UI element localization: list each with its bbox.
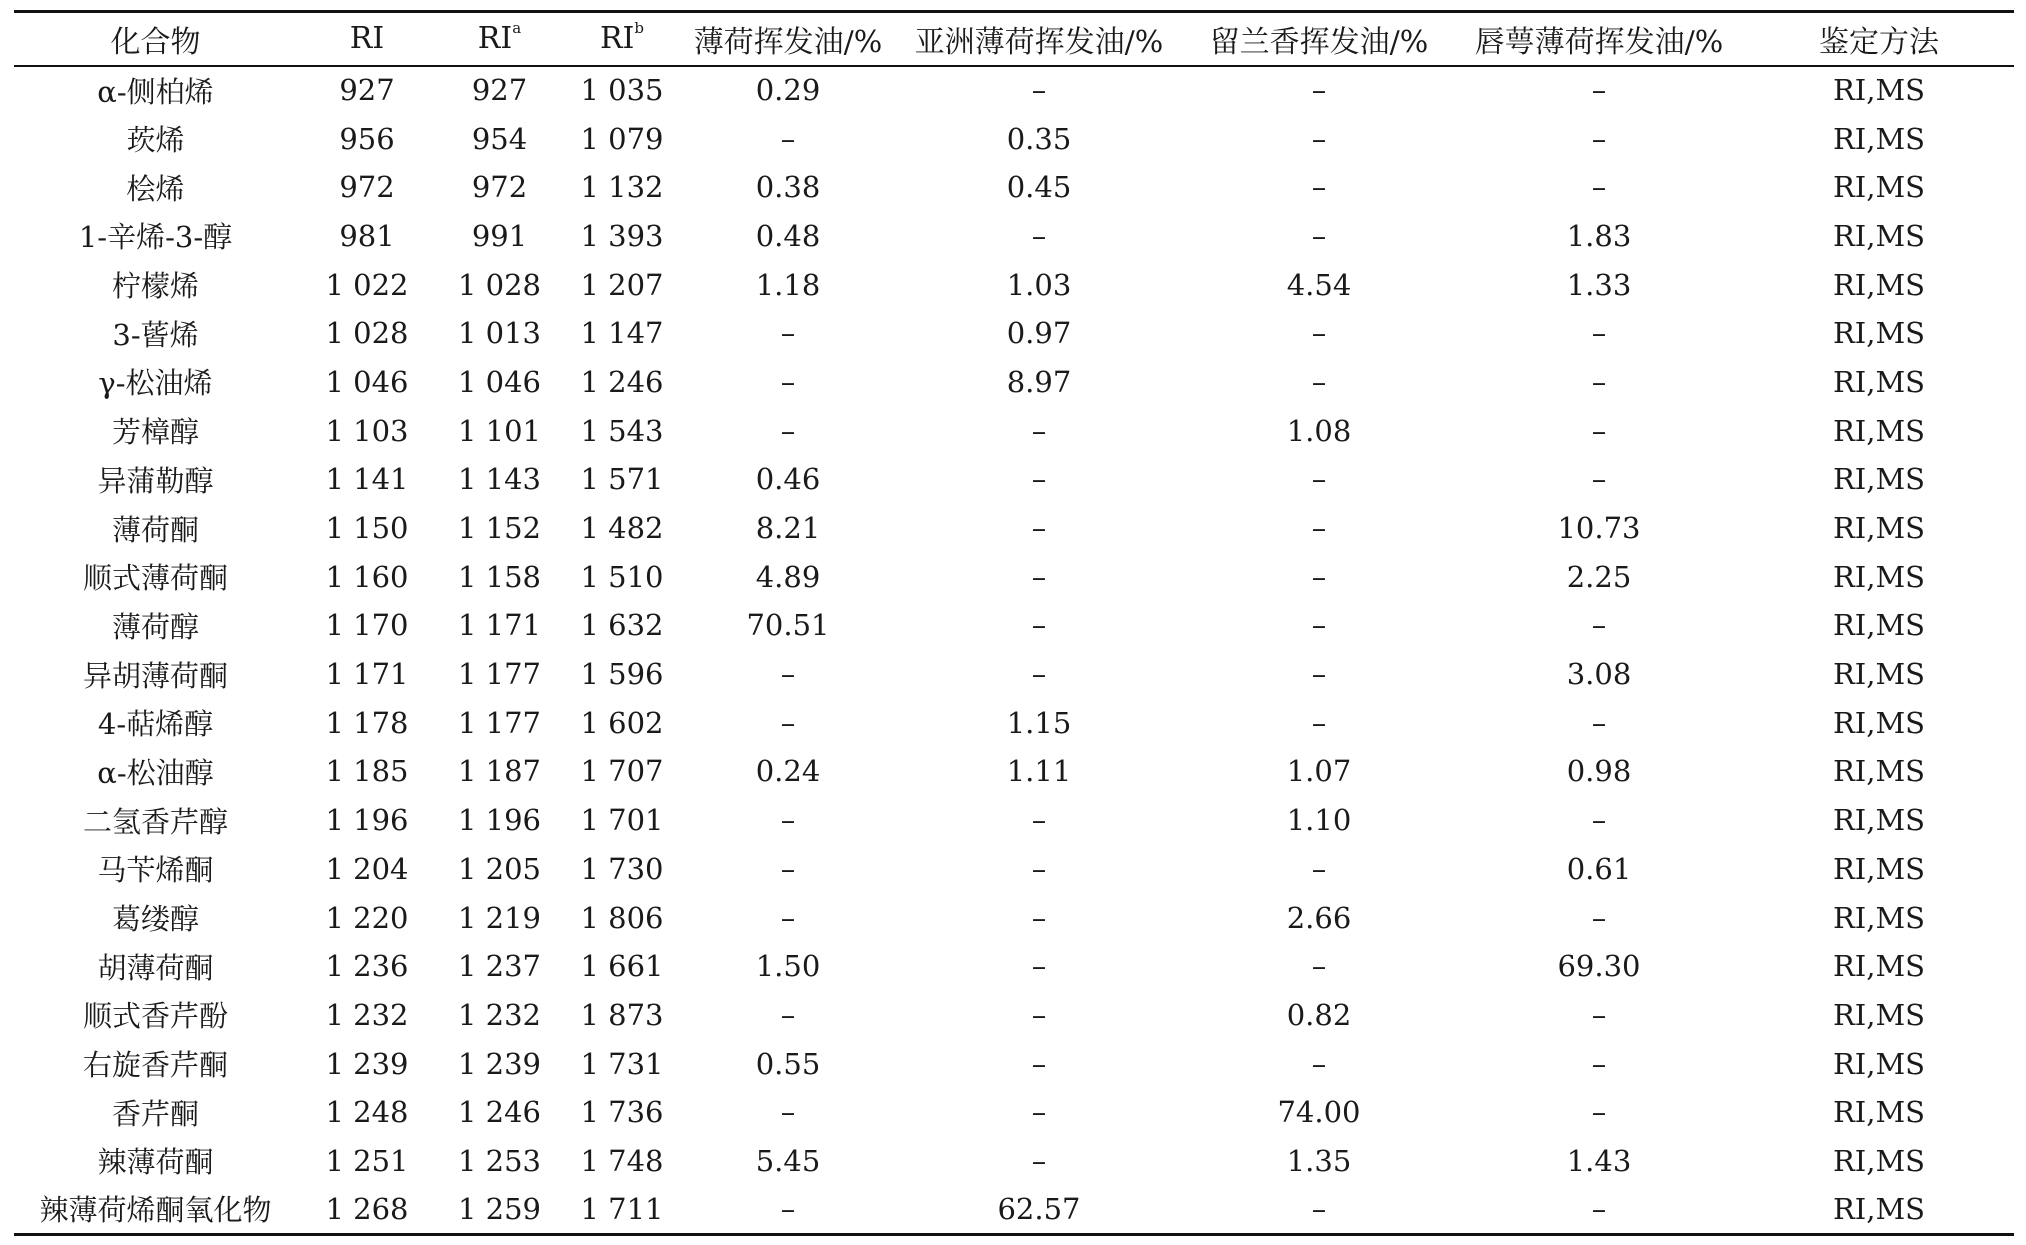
spearmint-cell: – <box>1311 608 1327 643</box>
ri-b-cell: 1 543 <box>580 413 664 448</box>
header-identification-method: 鉴定方法 <box>1744 12 2014 66</box>
asian-mint-cell: – <box>1031 462 1047 497</box>
pennyroyal-cell: – <box>1591 121 1607 156</box>
ri-a-cell: 1 013 <box>457 316 542 351</box>
compound-cell: 辣薄荷酮 <box>97 1145 214 1180</box>
method-cell: RI,MS <box>1832 900 1926 935</box>
table-row <box>14 1088 2014 1137</box>
method-cell: RI,MS <box>1832 754 1926 789</box>
table-row <box>14 212 2014 261</box>
pennyroyal-cell: – <box>1591 413 1607 448</box>
ri-b-cell: 1 510 <box>580 559 664 594</box>
method-cell: RI,MS <box>1832 559 1926 594</box>
peppermint-cell: 0.38 <box>755 170 821 205</box>
method-cell: RI,MS <box>1832 462 1926 497</box>
asian-mint-cell: – <box>1031 1143 1047 1178</box>
method-cell: RI,MS <box>1744 1185 2014 1234</box>
compound-cell: 辣薄荷烯酮氧化物 <box>14 1185 297 1234</box>
method-cell: RI,MS <box>1832 1095 1926 1130</box>
spearmint-cell: 1.08 <box>1286 413 1352 448</box>
pennyroyal-cell: – <box>1591 462 1607 497</box>
table-row <box>14 991 2014 1040</box>
ri-b-cell: 1 701 <box>580 803 664 838</box>
spearmint-cell: 0.82 <box>1286 997 1352 1032</box>
peppermint-cell: – <box>780 705 796 740</box>
ri-b-cell: 1 632 <box>580 608 664 643</box>
spearmint-cell: – <box>1311 218 1327 253</box>
pennyroyal-cell: 69.30 <box>1557 949 1641 984</box>
asian-mint-cell: 62.57 <box>894 1185 1184 1234</box>
ri-b-cell: 1 482 <box>580 511 664 546</box>
peppermint-cell: 5.45 <box>755 1143 821 1178</box>
ri-a-cell: 1 187 <box>457 754 542 789</box>
table-row <box>14 66 2014 115</box>
compound-cell: 顺式香芹酚 <box>82 999 228 1034</box>
ri-cell: 1 150 <box>325 511 409 546</box>
table-row <box>14 552 2014 601</box>
ri-b-cell: 1 207 <box>580 267 664 302</box>
pennyroyal-cell: – <box>1591 900 1607 935</box>
header-row <box>14 12 2014 66</box>
table-row <box>14 163 2014 212</box>
pennyroyal-cell: – <box>1591 1095 1607 1130</box>
peppermint-cell: 1.50 <box>755 949 821 984</box>
compound-cell: 莰烯 <box>126 123 185 158</box>
header-ri-b: $RI^b$ <box>562 12 682 66</box>
ri-a-cell: 927 <box>471 73 528 108</box>
method-cell: RI,MS <box>1832 218 1926 253</box>
table-row <box>14 650 2014 699</box>
spearmint-cell: 74.00 <box>1277 1095 1361 1130</box>
ri-cell: 1 185 <box>325 754 409 789</box>
ri-cell: 1 178 <box>325 705 409 740</box>
pennyroyal-cell: – <box>1454 1185 1744 1234</box>
ri-b-cell: 1 246 <box>580 364 664 399</box>
asian-mint-cell: – <box>1031 608 1047 643</box>
peppermint-cell: – <box>780 413 796 448</box>
ri-cell: 1 239 <box>325 1046 409 1081</box>
peppermint-cell: – <box>780 364 796 399</box>
spearmint-cell: – <box>1311 1046 1327 1081</box>
ri-a-cell: 1 177 <box>457 705 542 740</box>
asian-mint-cell: 8.97 <box>1006 364 1072 399</box>
pennyroyal-cell: 1.43 <box>1566 1143 1632 1178</box>
data-table-container <box>14 10 2014 1236</box>
ri-cell: 1 251 <box>325 1143 409 1178</box>
peppermint-cell: 0.55 <box>755 1046 821 1081</box>
peppermint-cell: 0.24 <box>755 754 821 789</box>
asian-mint-cell: 0.35 <box>1006 121 1072 156</box>
ri-cell: 981 <box>339 218 395 253</box>
peppermint-cell: – <box>780 316 796 351</box>
method-cell: RI,MS <box>1832 997 1926 1032</box>
pennyroyal-cell: – <box>1591 73 1607 108</box>
compound-cell: 二氢香芹醇 <box>82 804 228 839</box>
compound-cell: 3-蒈烯 <box>112 317 199 352</box>
ri-a-cell: 1 259 <box>437 1185 562 1234</box>
header-pennyroyal-oil: 唇萼薄荷挥发油/% <box>1454 12 1744 66</box>
ri-a-cell: 1 046 <box>457 364 542 399</box>
spearmint-cell: 2.66 <box>1286 900 1352 935</box>
compound-cell: 异蒲勒醇 <box>97 463 214 498</box>
ri-b-cell: 1 571 <box>580 462 664 497</box>
ri-a-cell: 1 205 <box>457 851 542 886</box>
method-cell: RI,MS <box>1832 608 1926 643</box>
spearmint-cell: – <box>1311 462 1327 497</box>
spearmint-cell: – <box>1184 1185 1454 1234</box>
method-cell: RI,MS <box>1832 170 1926 205</box>
table-row <box>14 845 2014 894</box>
spearmint-cell: – <box>1311 121 1327 156</box>
ri-a-cell: 1 101 <box>457 413 542 448</box>
asian-mint-cell: – <box>1031 73 1047 108</box>
table-row <box>14 747 2014 796</box>
method-cell: RI,MS <box>1832 316 1926 351</box>
compound-cell: 4-萜烯醇 <box>97 707 214 742</box>
ri-a-cell: 972 <box>471 170 528 205</box>
ri-a-cell: 1 253 <box>457 1143 542 1178</box>
compound-cell: γ-松油烯 <box>98 366 213 401</box>
asian-mint-cell: 1.11 <box>1006 754 1072 789</box>
ri-b-cell: 1 602 <box>580 705 664 740</box>
peppermint-cell: 1.18 <box>755 267 821 302</box>
pennyroyal-cell: – <box>1591 1046 1607 1081</box>
table-row <box>14 114 2014 163</box>
compound-table <box>14 10 2014 1236</box>
compound-cell: 柠檬烯 <box>111 269 199 304</box>
ri-b-cell: 1 730 <box>580 851 664 886</box>
method-cell: RI,MS <box>1832 705 1926 740</box>
table-body <box>14 66 2014 1235</box>
spearmint-cell: – <box>1311 364 1327 399</box>
ri-a-cell: 1 246 <box>457 1095 542 1130</box>
compound-cell: α-松油醇 <box>97 755 214 790</box>
spearmint-cell: – <box>1311 559 1327 594</box>
compound-cell: 1-辛烯-3-醇 <box>78 220 233 255</box>
asian-mint-cell: – <box>1031 949 1047 984</box>
ri-b-cell: 1 731 <box>580 1046 664 1081</box>
method-cell: RI,MS <box>1832 73 1926 108</box>
ri-cell: 1 220 <box>325 900 409 935</box>
compound-cell: 右旋香芹酮 <box>82 1048 228 1083</box>
asian-mint-cell: – <box>1031 413 1047 448</box>
ri-cell: 1 170 <box>325 608 409 643</box>
asian-mint-cell: – <box>1031 657 1047 692</box>
peppermint-cell: – <box>780 657 796 692</box>
table-header <box>14 12 2014 66</box>
header-spearmint-oil: 留兰香挥发油/% <box>1184 12 1454 66</box>
spearmint-cell: – <box>1311 949 1327 984</box>
ri-cell: 1 141 <box>325 462 409 497</box>
ri-cell: 1 160 <box>325 559 409 594</box>
compound-cell: 马苄烯酮 <box>97 853 214 888</box>
header-peppermint-oil: 薄荷挥发油/% <box>682 12 894 66</box>
peppermint-cell: – <box>780 121 796 156</box>
ri-b-cell: 1 596 <box>580 657 664 692</box>
pennyroyal-cell: – <box>1591 364 1607 399</box>
peppermint-cell: – <box>780 997 796 1032</box>
spearmint-cell: 1.07 <box>1286 754 1352 789</box>
pennyroyal-cell: – <box>1591 170 1607 205</box>
ri-a-cell: 1 232 <box>457 997 542 1032</box>
pennyroyal-cell: 2.25 <box>1566 559 1632 594</box>
compound-cell: 胡薄荷酮 <box>97 950 214 985</box>
ri-a-cell: 1 177 <box>457 657 542 692</box>
ri-cell: 972 <box>339 170 395 205</box>
table-row <box>14 1185 2014 1234</box>
pennyroyal-cell: – <box>1591 997 1607 1032</box>
ri-b-cell: 1 707 <box>580 754 664 789</box>
peppermint-cell: 4.89 <box>755 559 821 594</box>
ri-cell: 1 171 <box>325 657 409 692</box>
ri-b-cell: 1 661 <box>580 949 664 984</box>
ri-cell: 1 268 <box>297 1185 437 1234</box>
asian-mint-cell: – <box>1031 803 1047 838</box>
ri-cell: 1 046 <box>325 364 409 399</box>
table-row <box>14 455 2014 504</box>
ri-a-cell: 1 152 <box>457 511 542 546</box>
peppermint-cell: 0.46 <box>755 462 821 497</box>
table-row <box>14 698 2014 747</box>
header-asian-mint-oil: 亚洲薄荷挥发油/% <box>894 12 1184 66</box>
peppermint-cell: – <box>780 1095 796 1130</box>
spearmint-cell: 1.10 <box>1286 803 1352 838</box>
asian-mint-cell: – <box>1031 218 1047 253</box>
table-row <box>14 893 2014 942</box>
asian-mint-cell: 1.03 <box>1006 267 1072 302</box>
compound-cell: 薄荷醇 <box>111 609 199 644</box>
compound-cell: 香芹酮 <box>111 1096 199 1131</box>
table-row <box>14 406 2014 455</box>
compound-cell: 顺式薄荷酮 <box>82 561 228 596</box>
spearmint-cell: – <box>1311 657 1327 692</box>
asian-mint-cell: – <box>1031 851 1047 886</box>
asian-mint-cell: – <box>1031 559 1047 594</box>
ri-b-cell: 1 147 <box>580 316 664 351</box>
peppermint-cell: – <box>780 851 796 886</box>
spearmint-cell: 1.35 <box>1286 1143 1352 1178</box>
table-row <box>14 504 2014 553</box>
ri-b-cell: 1 711 <box>562 1185 682 1234</box>
ri-a-cell: 954 <box>471 121 528 156</box>
compound-cell: 葛缕醇 <box>111 902 199 937</box>
ri-b-cell: 1 873 <box>580 997 664 1032</box>
ri-a-cell: 991 <box>471 218 528 253</box>
spearmint-cell: – <box>1311 705 1327 740</box>
ri-cell: 1 103 <box>325 413 409 448</box>
spearmint-cell: – <box>1311 851 1327 886</box>
method-cell: RI,MS <box>1832 657 1926 692</box>
peppermint-cell: – <box>780 803 796 838</box>
table-row <box>14 309 2014 358</box>
table-row <box>14 1039 2014 1088</box>
asian-mint-cell: – <box>1031 1095 1047 1130</box>
method-cell: RI,MS <box>1832 413 1926 448</box>
compound-cell: 薄荷酮 <box>111 512 199 547</box>
ri-cell: 927 <box>339 73 395 108</box>
ri-cell: 1 236 <box>325 949 409 984</box>
method-cell: RI,MS <box>1832 267 1926 302</box>
peppermint-cell: 0.48 <box>755 218 821 253</box>
superscript-a: a <box>512 19 522 38</box>
ri-a-cell: 1 158 <box>457 559 542 594</box>
asian-mint-cell: – <box>1031 1046 1047 1081</box>
pennyroyal-cell: 0.98 <box>1566 754 1632 789</box>
pennyroyal-cell: – <box>1591 803 1607 838</box>
table-row <box>14 942 2014 991</box>
method-cell: RI,MS <box>1832 511 1926 546</box>
table-row <box>14 1137 2014 1186</box>
peppermint-cell: 8.21 <box>755 511 821 546</box>
asian-mint-cell: – <box>1031 997 1047 1032</box>
spearmint-cell: – <box>1311 170 1327 205</box>
ri-cell: 1 022 <box>325 267 409 302</box>
asian-mint-cell: – <box>1031 900 1047 935</box>
pennyroyal-cell: 1.83 <box>1566 218 1632 253</box>
ri-b-cell: 1 035 <box>580 73 664 108</box>
method-cell: RI,MS <box>1832 1143 1926 1178</box>
ri-a-cell: 1 196 <box>457 803 542 838</box>
table-row <box>14 260 2014 309</box>
table-row <box>14 601 2014 650</box>
spearmint-cell: – <box>1311 511 1327 546</box>
ri-a-cell: 1 028 <box>457 267 542 302</box>
asian-mint-cell: – <box>1031 511 1047 546</box>
table-row <box>14 358 2014 407</box>
header-ri-a: $RI^a$ <box>437 12 562 66</box>
method-cell: RI,MS <box>1832 851 1926 886</box>
peppermint-cell: 70.51 <box>746 608 830 643</box>
pennyroyal-cell: 0.61 <box>1566 851 1632 886</box>
ri-cell: 956 <box>339 121 395 156</box>
asian-mint-cell: 0.97 <box>1006 316 1072 351</box>
ri-a-cell: 1 171 <box>457 608 542 643</box>
asian-mint-cell: 1.15 <box>1006 705 1072 740</box>
method-cell: RI,MS <box>1832 949 1926 984</box>
method-cell: RI,MS <box>1832 803 1926 838</box>
ri-b-cell: 1 132 <box>580 170 664 205</box>
header-ri: RI <box>297 12 437 66</box>
ri-b-cell: 1 736 <box>580 1095 664 1130</box>
method-cell: RI,MS <box>1832 1046 1926 1081</box>
pennyroyal-cell: 10.73 <box>1557 511 1641 546</box>
header-compound: 化合物 <box>14 12 297 66</box>
ri-cell: 1 196 <box>325 803 409 838</box>
compound-cell: 桧烯 <box>126 171 185 206</box>
method-cell: RI,MS <box>1832 121 1926 156</box>
compound-cell: 异胡薄荷酮 <box>82 658 228 693</box>
asian-mint-cell: 0.45 <box>1006 170 1072 205</box>
compound-cell: α-侧柏烯 <box>97 74 214 109</box>
ri-cell: 1 028 <box>325 316 409 351</box>
spearmint-cell: – <box>1311 73 1327 108</box>
pennyroyal-cell: 1.33 <box>1566 267 1632 302</box>
ri-a-cell: 1 239 <box>457 1046 542 1081</box>
superscript-b: b <box>634 19 645 38</box>
peppermint-cell: – <box>780 900 796 935</box>
pennyroyal-cell: – <box>1591 608 1607 643</box>
ri-b-cell: 1 748 <box>580 1143 664 1178</box>
ri-b-cell: 1 079 <box>580 121 664 156</box>
peppermint-cell: – <box>682 1185 894 1234</box>
ri-b-cell: 1 393 <box>580 218 664 253</box>
spearmint-cell: – <box>1311 316 1327 351</box>
spearmint-cell: 4.54 <box>1286 267 1352 302</box>
table-row <box>14 796 2014 845</box>
pennyroyal-cell: – <box>1591 316 1607 351</box>
method-cell: RI,MS <box>1832 364 1926 399</box>
ri-a-cell: 1 237 <box>457 949 542 984</box>
ri-a-cell: 1 219 <box>457 900 542 935</box>
ri-cell: 1 248 <box>325 1095 409 1130</box>
peppermint-cell: 0.29 <box>755 73 821 108</box>
ri-cell: 1 204 <box>325 851 409 886</box>
pennyroyal-cell: 3.08 <box>1566 657 1632 692</box>
compound-cell: 芳樟醇 <box>111 415 199 450</box>
pennyroyal-cell: – <box>1591 705 1607 740</box>
ri-a-cell: 1 143 <box>457 462 542 497</box>
ri-cell: 1 232 <box>325 997 409 1032</box>
ri-b-cell: 1 806 <box>580 900 664 935</box>
